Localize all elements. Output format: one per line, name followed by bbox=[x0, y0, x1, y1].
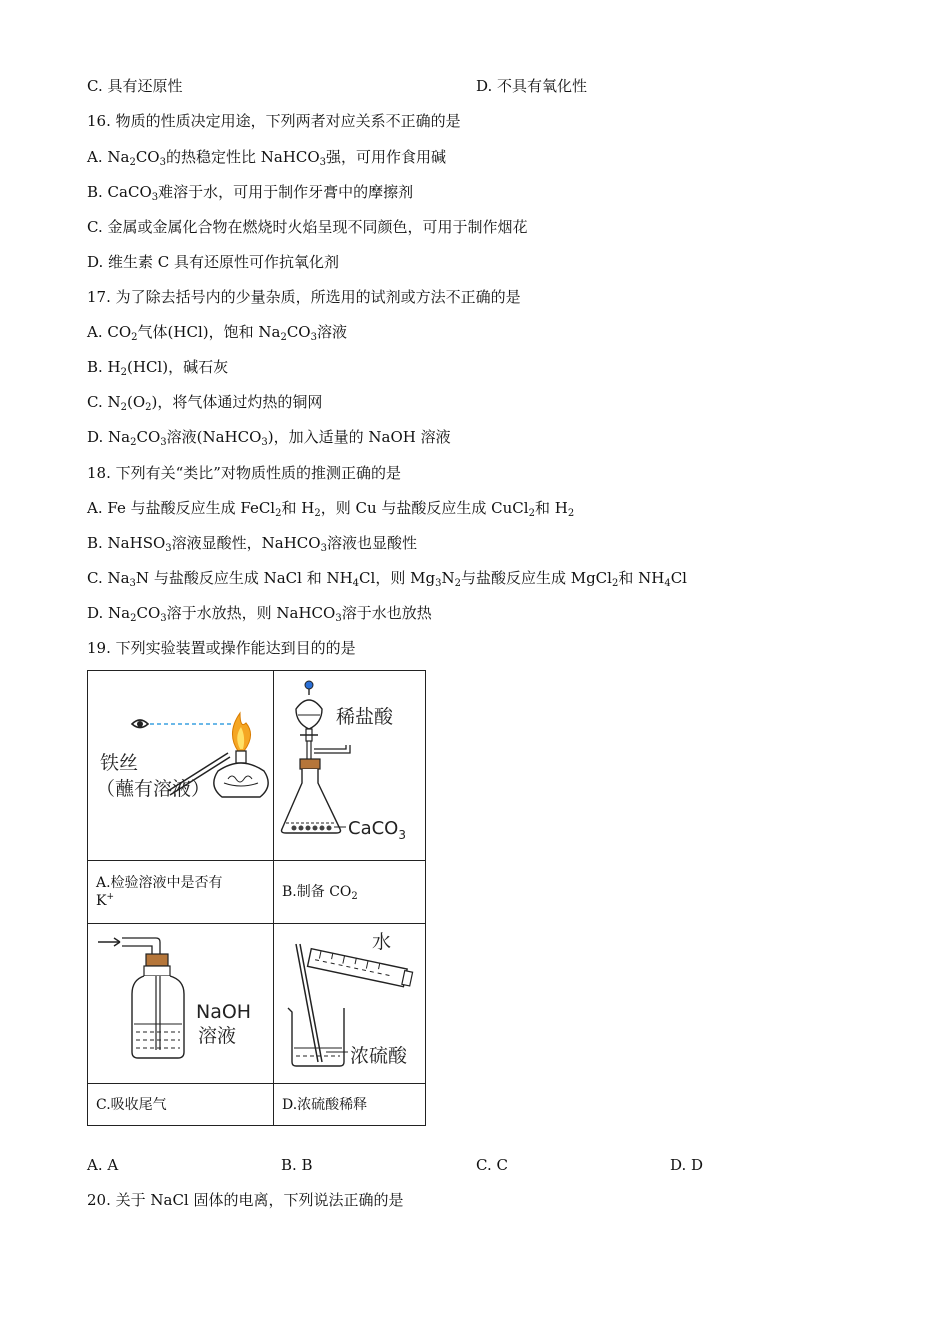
q18-stem: 18. 下列有关“类比”对物质性质的推测正确的是 bbox=[87, 464, 401, 482]
label-dipped-solution: （蘸有溶液） bbox=[96, 778, 211, 800]
label-dilute-hcl: 稀盐酸 bbox=[336, 706, 394, 728]
q15-option-d: D. 不具有氧化性 bbox=[476, 77, 588, 95]
q16-stem: 16. 物质的性质决定用途，下列两者对应关系不正确的是 bbox=[87, 112, 461, 130]
caption-a: A.检验溶液中是否有 K+ bbox=[88, 861, 274, 924]
graduated-cylinder bbox=[308, 949, 408, 987]
flame-test-diagram bbox=[88, 671, 273, 856]
q19-stem: 19. 下列实验装置或操作能达到目的的是 bbox=[87, 639, 356, 657]
label-solution: 溶液 bbox=[198, 1025, 237, 1047]
cell-image-d bbox=[274, 924, 426, 1084]
q17-option-d: D. $Na_2CO_3$溶液(NaHCO$_3$)，加入适量的 NaOH 溶液 bbox=[87, 428, 451, 448]
cell-image-b bbox=[274, 671, 426, 861]
q18-option-d: D. $Na_2CO_3$溶于水放热，则 NaHCO$_3$溶于水也放热 bbox=[87, 604, 432, 624]
q17-option-b: B. $H_2(HCl)$，碱石灰 bbox=[87, 358, 229, 378]
q17-option-a: A. $CO_2$气体(HCl)，饱和 $Na_2CO_3$溶液 bbox=[87, 323, 347, 343]
acid-dilution-diagram bbox=[274, 924, 425, 1079]
q18-option-a: A. Fe 与盐酸反应生成 FeCl$_2$和 $H_2$，则 Cu 与盐酸反应生成 CuCl$_2$和 $H_2$ bbox=[87, 499, 575, 519]
q16-option-a: A. $Na_2CO_3$的热稳定性比 NaHCO$_3$强，可用作食用碱 bbox=[87, 148, 447, 168]
gas-absorption-diagram bbox=[88, 924, 273, 1079]
co2-generator-diagram bbox=[274, 671, 425, 856]
q19-choice-d: D. D bbox=[670, 1156, 704, 1174]
alcohol-lamp bbox=[214, 763, 268, 797]
experiment-table bbox=[87, 670, 426, 1126]
q19-choice-a: A. A bbox=[87, 1156, 119, 1174]
q18-option-b: B. NaHSO$_3$溶液显酸性，NaHCO$_3$溶液也显酸性 bbox=[87, 534, 417, 554]
caption-c: C.吸收尾气 bbox=[88, 1084, 274, 1126]
cell-image-c bbox=[88, 924, 274, 1084]
caption-d: D.浓硫酸稀释 bbox=[274, 1084, 426, 1126]
q17-stem: 17. 为了除去括号内的少量杂质，所选用的试剂或方法不正确的是 bbox=[87, 288, 521, 306]
beaker bbox=[288, 1008, 344, 1066]
q19-choice-b: B. B bbox=[281, 1156, 313, 1174]
caption-b: B.制备 $CO_2$ bbox=[274, 861, 426, 924]
label-conc-acid: 浓硫酸 bbox=[350, 1045, 408, 1067]
label-naoh: NaOH bbox=[196, 1001, 252, 1023]
q19-choice-c: C. C bbox=[476, 1156, 508, 1174]
q20-stem: 20. 关于 NaCl 固体的电离，下列说法正确的是 bbox=[87, 1191, 404, 1209]
q15-option-c: C. 具有还原性 bbox=[87, 77, 183, 95]
q16-option-b: B. CaCO$_3$难溶于水，可用于制作牙膏中的摩擦剂 bbox=[87, 183, 414, 203]
q18-option-c: C. $Na_3N$ 与盐酸反应生成 NaCl 和 $NH_4Cl$，则 $Mg_3N_2$与盐酸反应生成 MgCl$_2$和 $NH_4Cl$ bbox=[87, 569, 687, 589]
label-caco3: CaCO$_3$ bbox=[348, 818, 406, 842]
q17-option-c: C. $N_2(O_2)$，将气体通过灼热的铜网 bbox=[87, 393, 323, 413]
gas-washing-bottle bbox=[132, 976, 184, 1058]
cell-image-a bbox=[88, 671, 274, 861]
label-water: 水 bbox=[372, 931, 392, 953]
q16-option-d: D. 维生素 C 具有还原性可作抗氧化剂 bbox=[87, 253, 340, 271]
label-iron-wire: 铁丝 bbox=[100, 752, 139, 774]
q16-option-c: C. 金属或金属化合物在燃烧时火焰呈现不同颜色，可用于制作烟花 bbox=[87, 218, 528, 236]
